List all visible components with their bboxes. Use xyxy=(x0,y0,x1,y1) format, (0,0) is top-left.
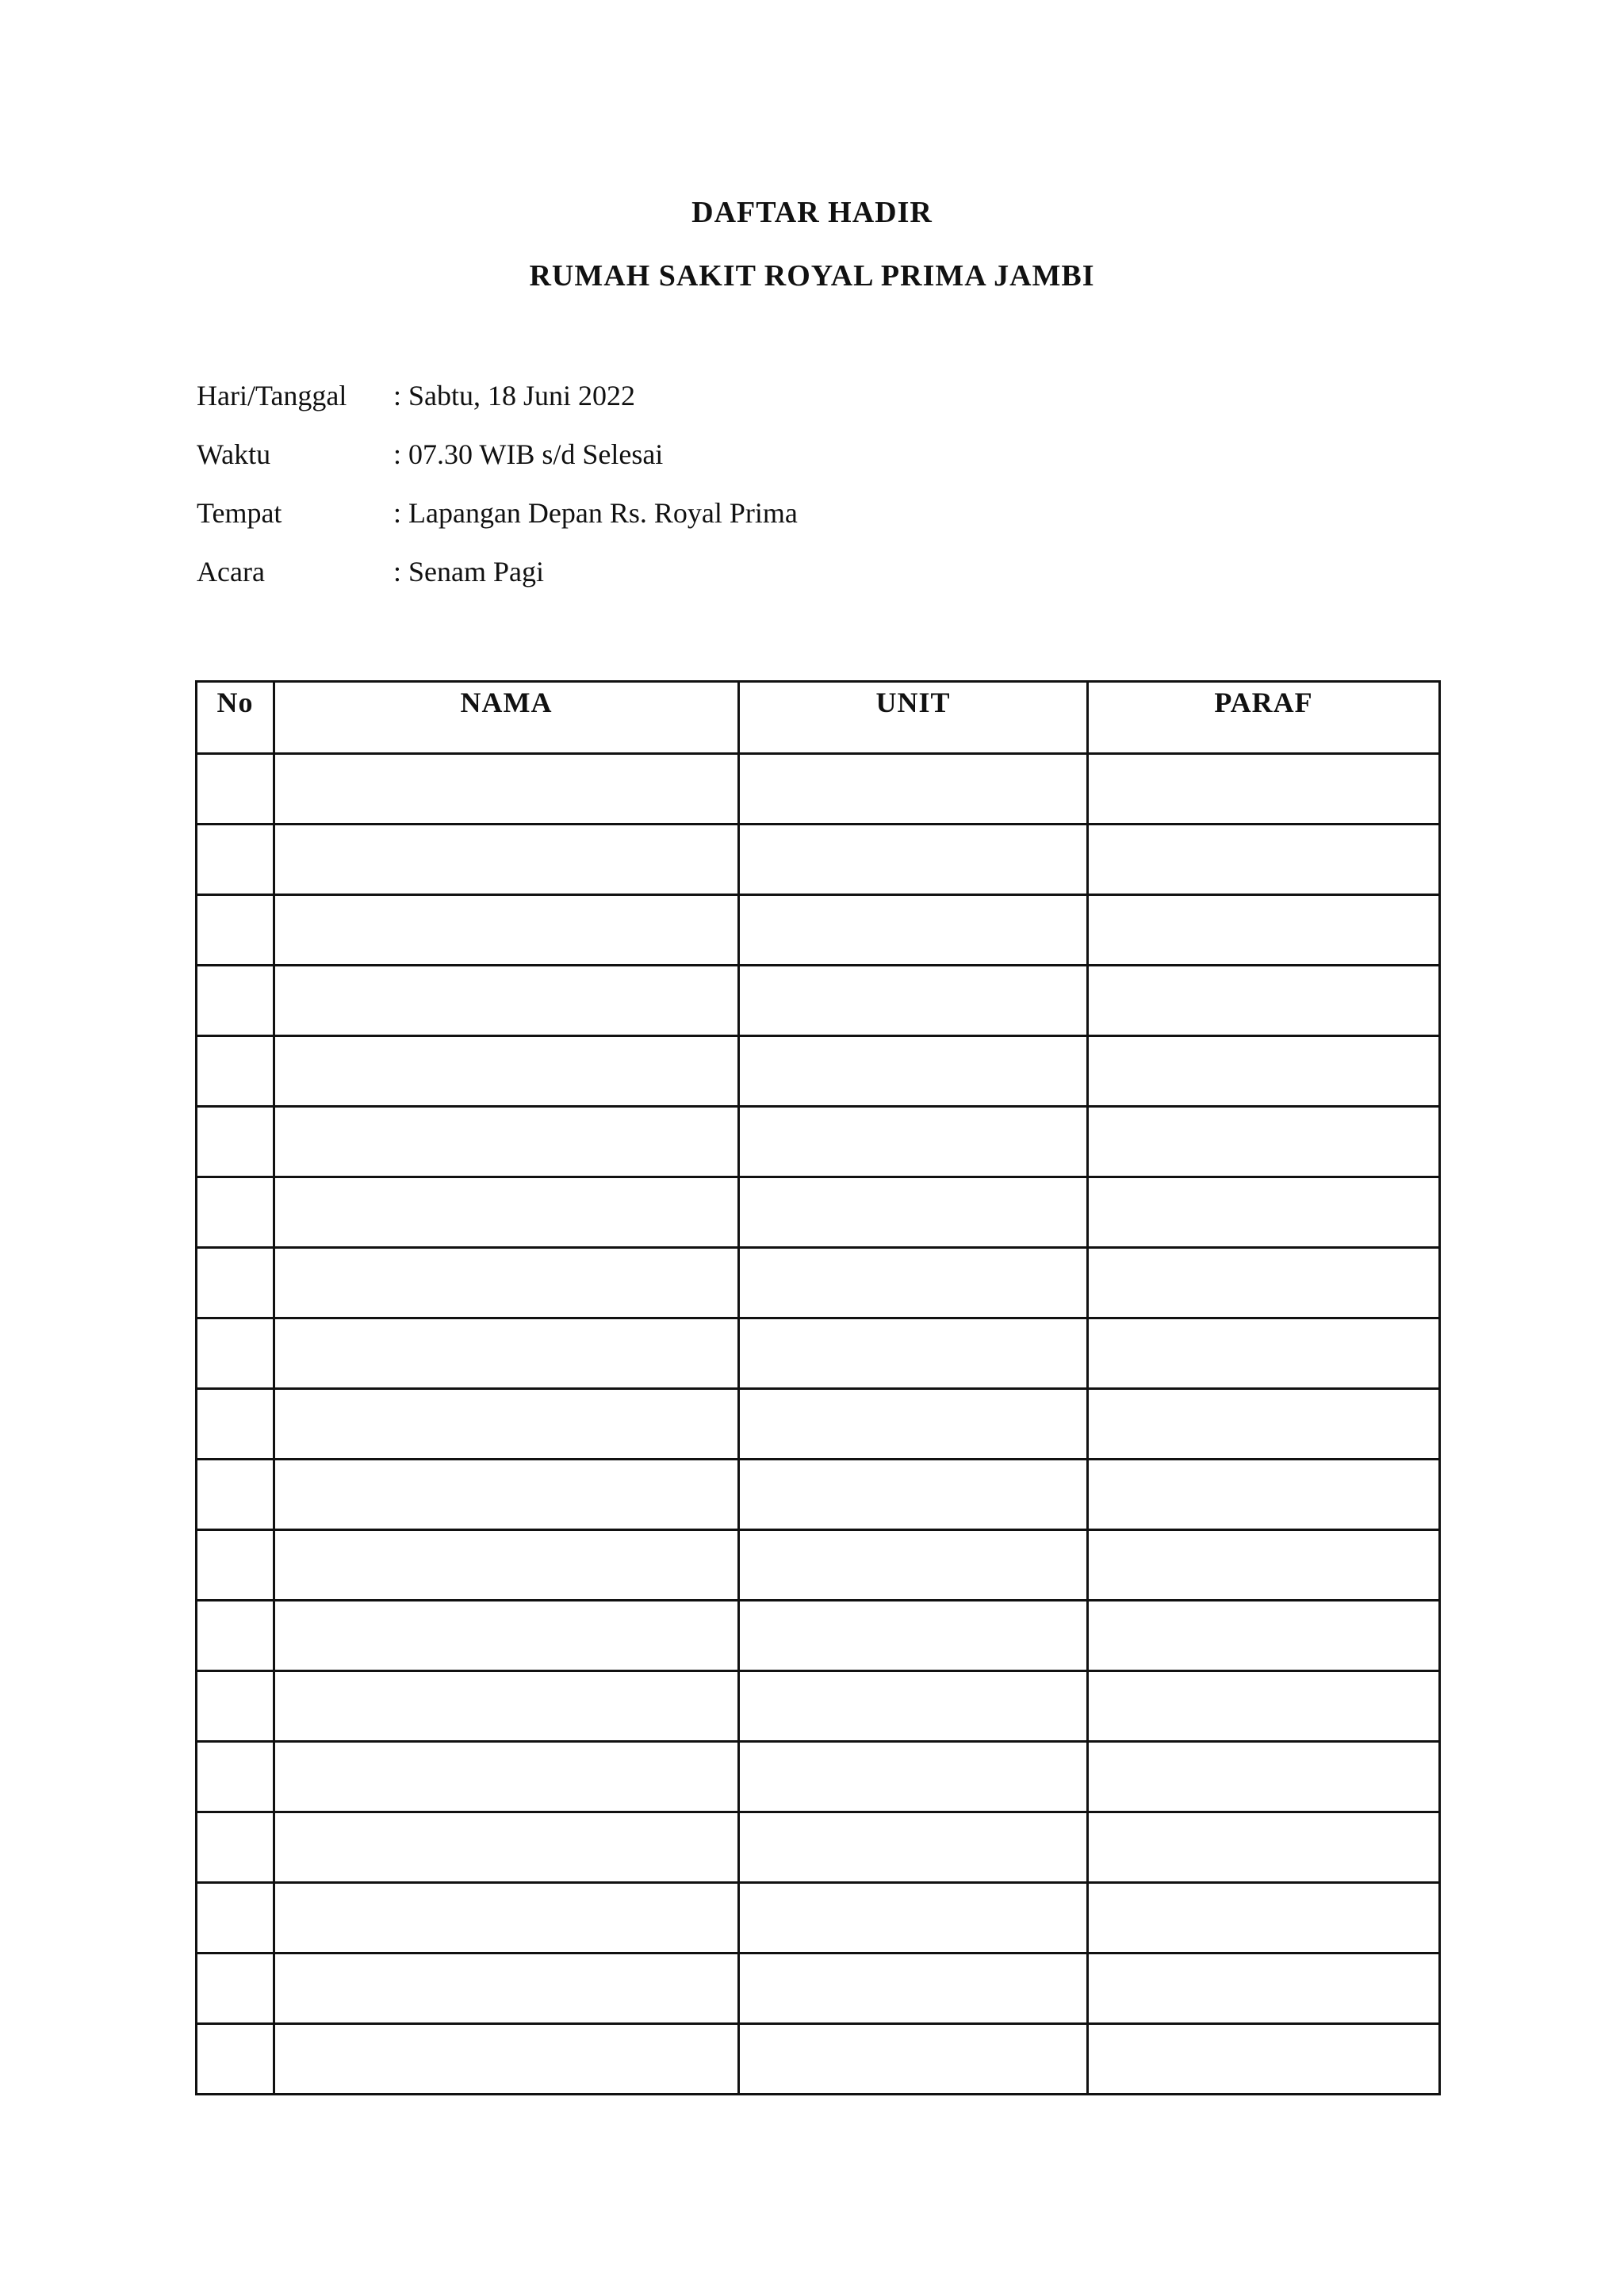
cell-unit xyxy=(739,966,1088,1036)
cell-paraf xyxy=(1088,1742,1440,1812)
cell-paraf xyxy=(1088,825,1440,895)
cell-nama xyxy=(274,1460,739,1530)
table-row xyxy=(197,1601,1440,1671)
cell-no xyxy=(197,895,274,966)
cell-nama xyxy=(274,1318,739,1389)
cell-nama xyxy=(274,1530,739,1601)
cell-nama xyxy=(274,1177,739,1248)
info-value-event: : Senam Pagi xyxy=(393,556,544,587)
cell-no xyxy=(197,2024,274,2095)
table-row xyxy=(197,966,1440,1036)
cell-unit xyxy=(739,1671,1088,1742)
info-label-date: Hari/Tanggal xyxy=(197,380,347,411)
cell-paraf xyxy=(1088,1389,1440,1460)
cell-nama xyxy=(274,1671,739,1742)
info-label-time: Waktu xyxy=(197,438,271,470)
table-row xyxy=(197,1318,1440,1389)
document-title: DAFTAR HADIR xyxy=(691,196,933,229)
cell-nama xyxy=(274,1954,739,2024)
table-row xyxy=(197,1036,1440,1107)
cell-paraf xyxy=(1088,1248,1440,1318)
cell-no xyxy=(197,1389,274,1460)
cell-no xyxy=(197,966,274,1036)
cell-unit xyxy=(739,895,1088,966)
table-row xyxy=(197,1460,1440,1530)
cell-nama xyxy=(274,2024,739,2095)
cell-paraf xyxy=(1088,1107,1440,1177)
cell-paraf xyxy=(1088,1530,1440,1601)
cell-unit xyxy=(739,1742,1088,1812)
table-row xyxy=(197,1671,1440,1742)
table-row xyxy=(197,1883,1440,1954)
cell-unit xyxy=(739,1812,1088,1883)
cell-paraf xyxy=(1088,1883,1440,1954)
cell-no xyxy=(197,1883,274,1954)
info-label-place: Tempat xyxy=(197,497,282,529)
cell-no xyxy=(197,1036,274,1107)
event-info xyxy=(197,379,798,614)
cell-unit xyxy=(739,1036,1088,1107)
cell-nama xyxy=(274,825,739,895)
cell-paraf xyxy=(1088,966,1440,1036)
info-row-time xyxy=(197,438,798,496)
cell-no xyxy=(197,1742,274,1812)
table-row xyxy=(197,1107,1440,1177)
info-label-event: Acara xyxy=(197,556,265,587)
cell-no xyxy=(197,754,274,825)
cell-no xyxy=(197,1954,274,2024)
table-row xyxy=(197,1954,1440,2024)
cell-nama xyxy=(274,754,739,825)
header-nama: NAMA xyxy=(274,682,739,754)
cell-unit xyxy=(739,1883,1088,1954)
cell-unit xyxy=(739,825,1088,895)
cell-nama xyxy=(274,966,739,1036)
cell-nama xyxy=(274,895,739,966)
cell-paraf xyxy=(1088,1460,1440,1530)
cell-nama xyxy=(274,1036,739,1107)
cell-unit xyxy=(739,1177,1088,1248)
cell-unit xyxy=(739,1389,1088,1460)
cell-unit xyxy=(739,1601,1088,1671)
cell-nama xyxy=(274,1601,739,1671)
cell-paraf xyxy=(1088,1177,1440,1248)
cell-nama xyxy=(274,1812,739,1883)
cell-unit xyxy=(739,1248,1088,1318)
cell-unit xyxy=(739,1954,1088,2024)
cell-no xyxy=(197,1530,274,1601)
cell-unit xyxy=(739,754,1088,825)
cell-paraf xyxy=(1088,1601,1440,1671)
table-row xyxy=(197,1742,1440,1812)
cell-paraf xyxy=(1088,1036,1440,1107)
cell-no xyxy=(197,1107,274,1177)
cell-nama xyxy=(274,1248,739,1318)
table-row xyxy=(197,1812,1440,1883)
table-row xyxy=(197,1389,1440,1460)
cell-no xyxy=(197,1460,274,1530)
attendance-table xyxy=(195,680,1441,2095)
table-row xyxy=(197,825,1440,895)
info-row-event xyxy=(197,555,798,614)
table-row xyxy=(197,1530,1440,1601)
cell-unit xyxy=(739,2024,1088,2095)
cell-nama xyxy=(274,1883,739,1954)
table-row xyxy=(197,895,1440,966)
cell-no xyxy=(197,1248,274,1318)
table-row xyxy=(197,1248,1440,1318)
cell-no xyxy=(197,1601,274,1671)
header-no: No xyxy=(197,682,274,754)
cell-nama xyxy=(274,1389,739,1460)
cell-paraf xyxy=(1088,1318,1440,1389)
cell-paraf xyxy=(1088,895,1440,966)
cell-no xyxy=(197,1177,274,1248)
table-row xyxy=(197,754,1440,825)
cell-paraf xyxy=(1088,754,1440,825)
cell-no xyxy=(197,1318,274,1389)
attendance-table-body xyxy=(197,754,1440,2095)
document-subtitle: RUMAH SAKIT ROYAL PRIMA JAMBI xyxy=(529,259,1095,293)
cell-no xyxy=(197,1812,274,1883)
header-paraf: PARAF xyxy=(1088,682,1440,754)
cell-nama xyxy=(274,1742,739,1812)
cell-paraf xyxy=(1088,1671,1440,1742)
cell-unit xyxy=(739,1107,1088,1177)
cell-unit xyxy=(739,1530,1088,1601)
table-row xyxy=(197,1177,1440,1248)
info-value-time: : 07.30 WIB s/d Selesai xyxy=(393,438,664,470)
cell-unit xyxy=(739,1460,1088,1530)
cell-no xyxy=(197,1671,274,1742)
table-row xyxy=(197,2024,1440,2095)
cell-paraf xyxy=(1088,2024,1440,2095)
info-row-date xyxy=(197,379,798,438)
info-value-place: : Lapangan Depan Rs. Royal Prima xyxy=(393,497,798,529)
cell-paraf xyxy=(1088,1812,1440,1883)
cell-paraf xyxy=(1088,1954,1440,2024)
info-row-place xyxy=(197,496,798,555)
info-value-date: : Sabtu, 18 Juni 2022 xyxy=(393,380,636,411)
cell-no xyxy=(197,825,274,895)
cell-nama xyxy=(274,1107,739,1177)
cell-unit xyxy=(739,1318,1088,1389)
table-header-row xyxy=(197,682,1440,754)
header-unit: UNIT xyxy=(739,682,1088,754)
